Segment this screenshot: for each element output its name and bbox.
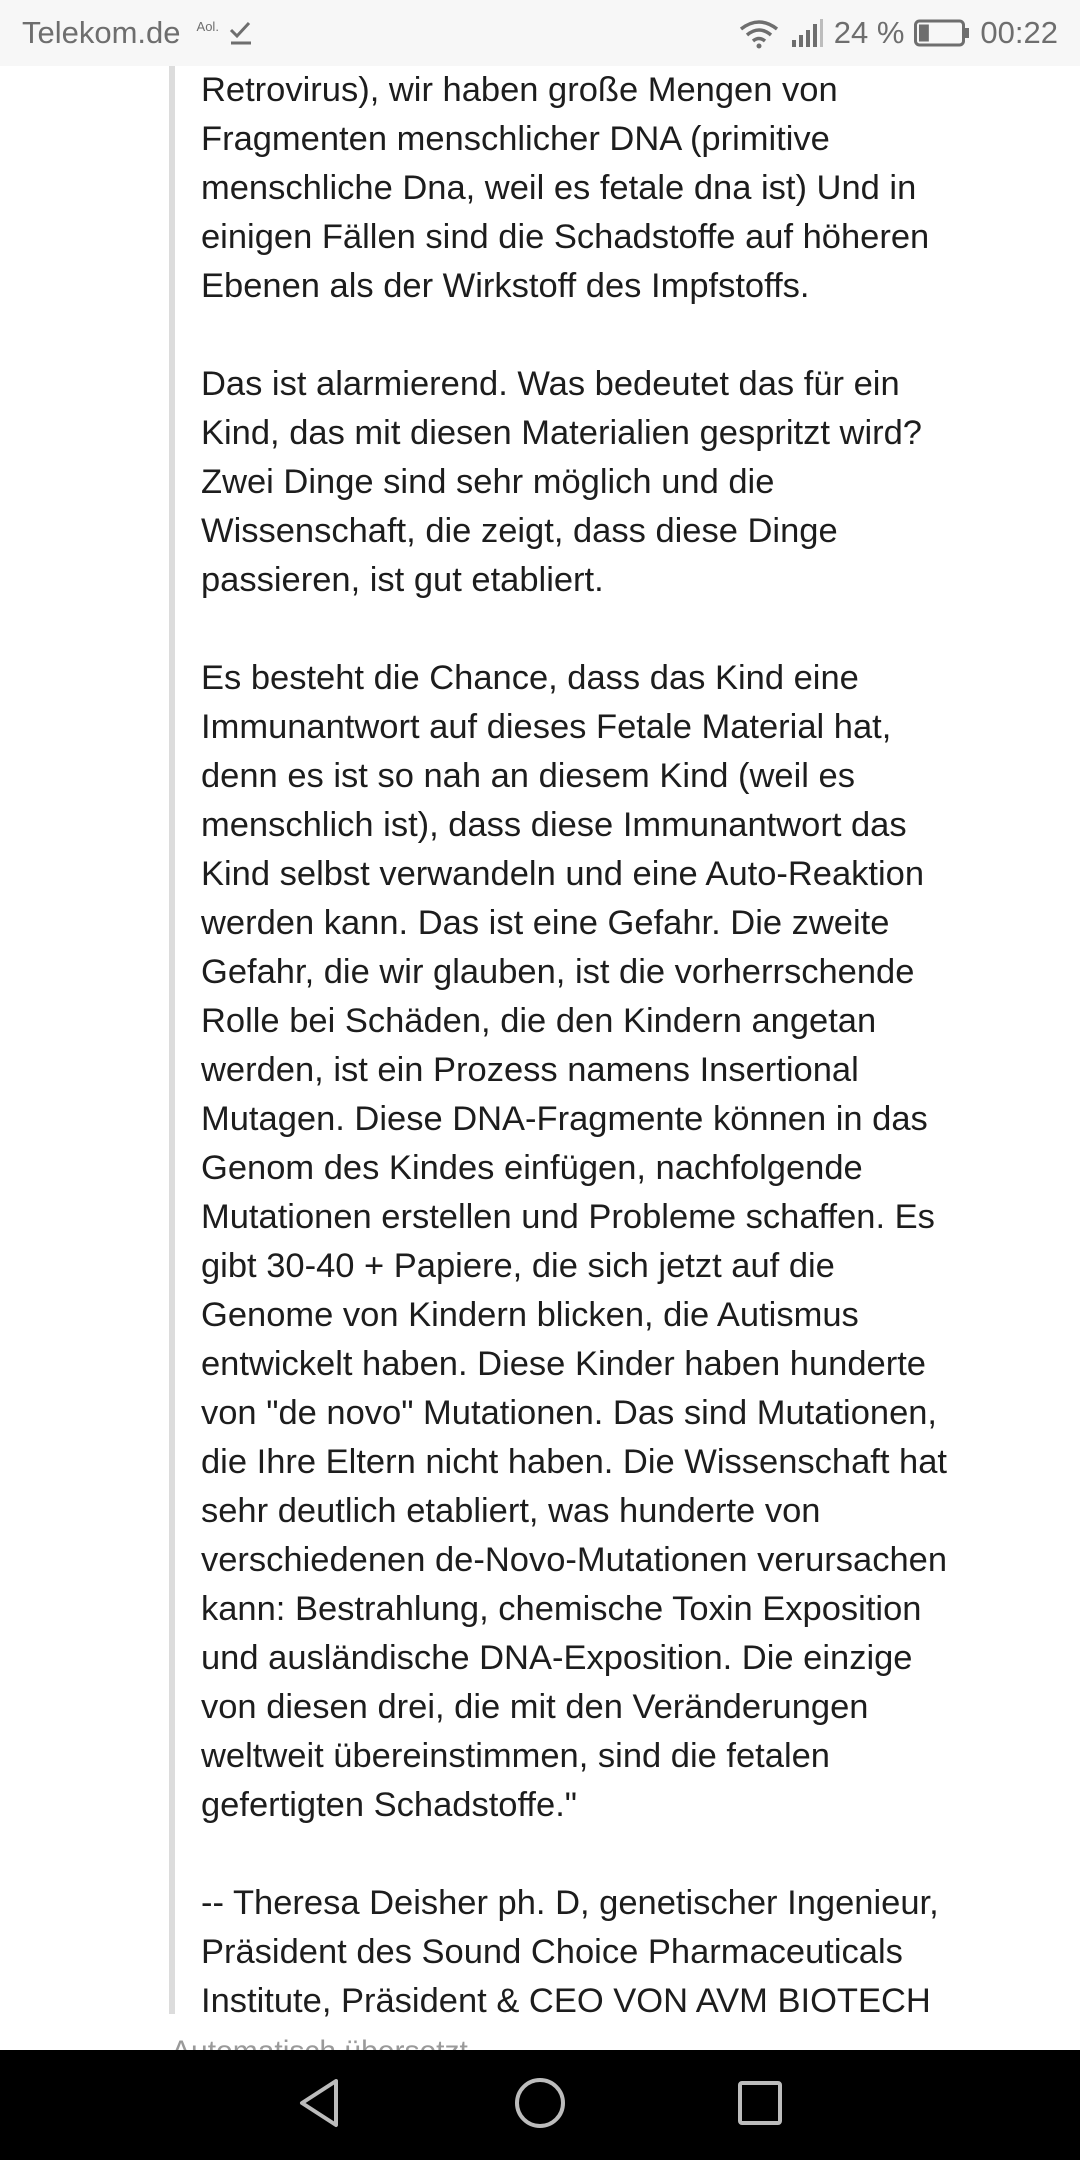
quote-paragraph: Das ist alarmierend. Was bedeutet das für ein Kind, das mit diesen Materialien gespritzt wird? Zwei Dinge sind sehr möglich und die Wissenschaft, die zeigt, dass diese Dinge passieren, ist gut etabliert. <box>201 365 922 599</box>
quote-bar <box>169 66 175 2014</box>
home-icon <box>513 2076 567 2135</box>
carrier-name: Telekom.de <box>22 15 181 50</box>
post-content[interactable] <box>0 66 1080 2050</box>
carrier-tag: Aol. <box>196 19 219 34</box>
navigation-bar <box>0 2050 1080 2160</box>
recents-button[interactable] <box>700 2050 820 2160</box>
clock: 00:22 <box>980 15 1058 50</box>
quote-block <box>201 66 1051 2026</box>
signal-icon <box>790 18 824 48</box>
back-icon <box>296 2077 344 2134</box>
status-left <box>22 15 253 51</box>
quote-paragraph: Retrovirus), wir haben große Mengen von Fragmenten menschlicher DNA (primitive menschliche Dna, weil es fetale dna ist) Und in einigen Fällen sind die Schadstoffe auf höheren Ebenen als der Wirkstoff des Impfstoffs. <box>201 71 930 305</box>
check-icon <box>229 20 253 46</box>
wifi-icon <box>738 17 780 49</box>
quote-paragraph: Es besteht die Chance, dass das Kind eine Immunantwort auf dieses Fetale Material hat, denn es ist so nah an diesem Kind (weil es menschlich ist), dass diese Immunantwort das Kind selbst verwandeln und eine Auto-Reaktion werden kann. Das ist eine Gefahr. Die zweite Gefahr, die wir glauben, ist die vorherrschende Rolle bei Schäden, die den Kindern angetan werden, ist ein Prozess namens Insertional Mutagen. Diese DNA-Fragmente können in das Genom des Kindes einfügen, nachfolgende Mutationen erstellen und Probleme schaffen. Es gibt 30-40 + Papiere, die sich jetzt auf die Genome von Kindern blicken, die Autismus entwickelt haben. Diese Kinder haben hunderte von "de novo" Mutationen. Das sind Mutationen, die Ihre Eltern nicht haben. Die Wissenschaft hat sehr deutlich etabliert, was hunderte von verschiedenen de-Novo-Mutationen verursachen kann: Bestrahlung, chemische Toxin Exposition und ausländische DNA-Exposition. Die einzige von diesen drei, die mit den Veränderungen weltweit übereinstimmen, sind die fetalen gefertigten Schadstoffe." <box>201 659 948 1824</box>
status-right <box>738 15 1058 51</box>
battery-icon <box>914 18 970 48</box>
status-bar <box>0 0 1080 66</box>
quote-attribution: -- Theresa Deisher ph. D, genetischer Ingenieur, Präsident des Sound Choice Pharmaceuticals Institute, Präsident & CEO VON AVM BIOTECH <box>201 1884 939 2020</box>
recents-icon <box>737 2080 783 2131</box>
back-button[interactable] <box>260 2050 380 2160</box>
battery-percent: 24 % <box>833 15 905 50</box>
home-button[interactable] <box>480 2050 600 2160</box>
